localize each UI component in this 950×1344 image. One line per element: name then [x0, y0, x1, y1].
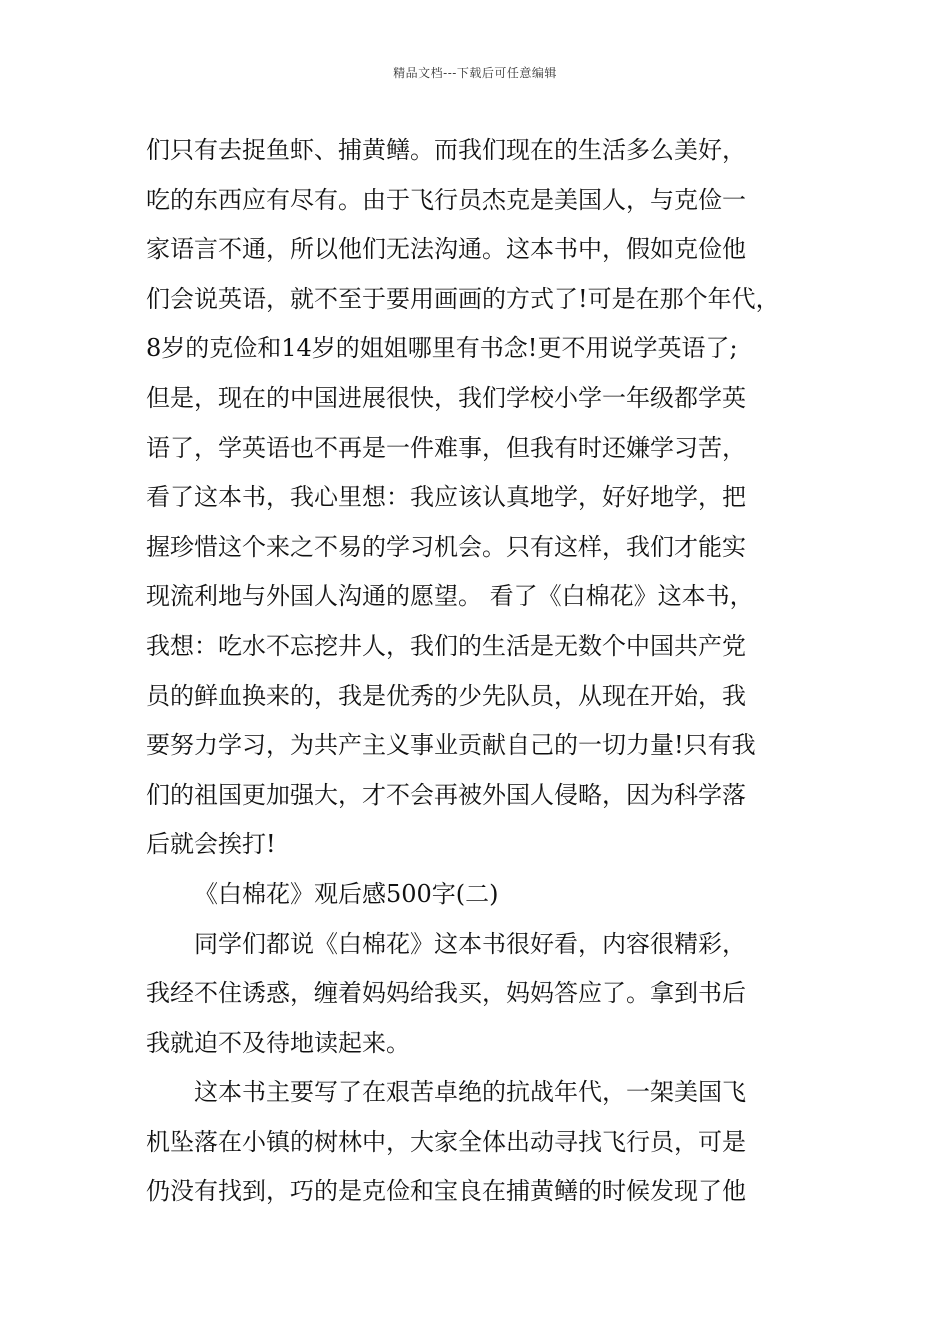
- document-body: [146, 126, 816, 1217]
- text-line: 语了，学英语也不再是一件难事，但我有时还嫌学习苦，: [146, 433, 746, 462]
- text-line: 仍没有找到，巧的是克俭和宝良在捕黄鳝的时候发现了他: [146, 1177, 746, 1206]
- text-line: 现流利地与外国人沟通的愿望。 看了《白棉花》这本书，: [146, 582, 754, 611]
- text-line: 要努力学习，为共产主义事业贡献自己的一切力量!只有我: [146, 731, 756, 760]
- text-line: 但是，现在的中国进展很快，我们学校小学一年级都学英: [146, 383, 746, 412]
- text-line: 我想：吃水不忘挖井人，我们的生活是无数个中国共产党: [146, 631, 746, 660]
- text-line: 后就会挨打!: [146, 830, 276, 859]
- text-line: 握珍惜这个来之不易的学习机会。只有这样，我们才能实: [146, 532, 746, 561]
- section-heading: 《白棉花》观后感500字(二): [194, 879, 499, 908]
- page-header: 精品文档---下载后可任意编辑: [393, 66, 557, 80]
- text-line: 这本书主要写了在艰苦卓绝的抗战年代，一架美国飞: [194, 1078, 746, 1107]
- text-line: 机坠落在小镇的树林中，大家全体出动寻找飞行员，可是: [146, 1127, 746, 1156]
- text-line: 8岁的克俭和14岁的姐姐哪里有书念!更不用说学英语了;: [146, 334, 738, 363]
- text-line: 家语言不通，所以他们无法沟通。这本书中，假如克俭他: [146, 235, 746, 264]
- text-line: 同学们都说《白棉花》这本书很好看，内容很精彩，: [194, 929, 746, 958]
- text-line: 吃的东西应有尽有。由于飞行员杰克是美国人，与克俭一: [146, 185, 746, 214]
- text-line: 看了这本书，我心里想：我应该认真地学，好好地学，把: [146, 483, 746, 512]
- text-line: 员的鲜血换来的，我是优秀的少先队员，从现在开始，我: [146, 681, 746, 710]
- text-line: 们会说英语，就不至于要用画画的方式了!可是在那个年代，: [146, 284, 780, 313]
- text-line: 们只有去捉鱼虾、捕黄鳝。而我们现在的生活多么美好，: [146, 136, 746, 164]
- text-line: 们的祖国更加强大，才不会再被外国人侵略，因为科学落: [146, 780, 746, 809]
- text-line: 我就迫不及待地读起来。: [146, 1028, 410, 1057]
- text-line: 我经不住诱惑，缠着妈妈给我买，妈妈答应了。拿到书后: [146, 979, 746, 1008]
